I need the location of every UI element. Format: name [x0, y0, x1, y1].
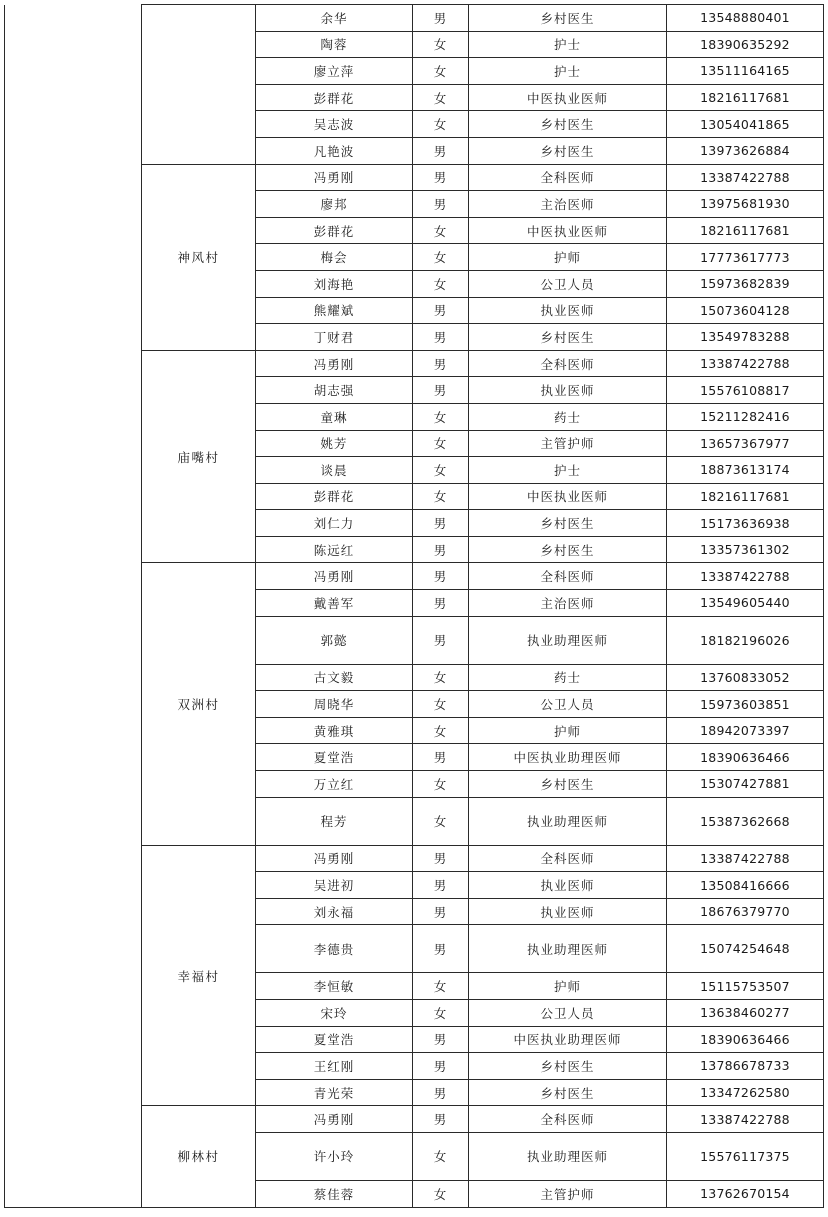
job-title-cell: 中医执业医师	[469, 217, 667, 244]
phone-cell: 15173636938	[667, 510, 824, 537]
phone-cell: 13387422788	[667, 164, 824, 191]
gender-cell: 男	[413, 925, 469, 973]
job-title-cell: 主治医师	[469, 590, 667, 617]
phone-cell: 13387422788	[667, 1106, 824, 1133]
job-title-cell: 执业助理医师	[469, 925, 667, 973]
gender-cell: 男	[413, 872, 469, 899]
phone-cell: 15211282416	[667, 403, 824, 430]
gender-cell: 女	[413, 717, 469, 744]
gender-cell: 女	[413, 457, 469, 484]
phone-cell: 13054041865	[667, 111, 824, 138]
gender-cell: 女	[413, 31, 469, 58]
gender-cell: 男	[413, 377, 469, 404]
job-title-cell: 全科医师	[469, 164, 667, 191]
staff-name-cell: 夏堂浩	[256, 744, 413, 771]
job-title-cell: 乡村医生	[469, 111, 667, 138]
staff-name-cell: 彭群花	[256, 483, 413, 510]
staff-name-cell: 余华	[256, 5, 413, 32]
gender-cell: 女	[413, 797, 469, 845]
phone-cell: 18676379770	[667, 898, 824, 925]
phone-cell: 13508416666	[667, 872, 824, 899]
job-title-cell: 公卫人员	[469, 691, 667, 718]
gender-cell: 女	[413, 483, 469, 510]
staff-name-cell: 凡艳波	[256, 137, 413, 164]
gender-cell: 男	[413, 590, 469, 617]
staff-name-cell: 姚芳	[256, 430, 413, 457]
staff-name-cell: 戴善军	[256, 590, 413, 617]
staff-name-cell: 吴进初	[256, 872, 413, 899]
staff-name-cell: 冯勇刚	[256, 350, 413, 377]
job-title-cell: 护师	[469, 717, 667, 744]
gender-cell: 男	[413, 1079, 469, 1106]
phone-cell: 13347262580	[667, 1079, 824, 1106]
village-name-cell: 柳林村	[142, 1106, 256, 1207]
gender-cell: 女	[413, 1000, 469, 1027]
staff-name-cell: 廖邦	[256, 191, 413, 218]
staff-name-cell: 廖立萍	[256, 58, 413, 85]
job-title-cell: 执业助理医师	[469, 616, 667, 664]
job-title-cell: 主管护师	[469, 430, 667, 457]
staff-name-cell: 彭群花	[256, 217, 413, 244]
job-title-cell: 护师	[469, 973, 667, 1000]
job-title-cell: 中医执业助理医师	[469, 744, 667, 771]
phone-cell: 13511164165	[667, 58, 824, 85]
staff-name-cell: 蔡佳蓉	[256, 1180, 413, 1207]
phone-cell: 15576117375	[667, 1132, 824, 1180]
staff-name-cell: 刘永福	[256, 898, 413, 925]
phone-cell: 15576108817	[667, 377, 824, 404]
job-title-cell: 全科医师	[469, 563, 667, 590]
phone-cell: 13387422788	[667, 845, 824, 872]
phone-cell: 13762670154	[667, 1180, 824, 1207]
job-title-cell: 公卫人员	[469, 270, 667, 297]
phone-cell: 13760833052	[667, 664, 824, 691]
phone-cell: 13638460277	[667, 1000, 824, 1027]
gender-cell: 女	[413, 217, 469, 244]
gender-cell: 男	[413, 1053, 469, 1080]
gender-cell: 女	[413, 1180, 469, 1207]
staff-name-cell: 郭懿	[256, 616, 413, 664]
phone-cell: 15307427881	[667, 771, 824, 798]
phone-cell: 13357361302	[667, 536, 824, 563]
table-row	[5, 5, 824, 32]
job-title-cell: 药士	[469, 664, 667, 691]
roster-body	[5, 5, 824, 1208]
outer-group-cell	[5, 5, 142, 1208]
gender-cell: 男	[413, 510, 469, 537]
phone-cell: 18942073397	[667, 717, 824, 744]
job-title-cell: 乡村医生	[469, 324, 667, 351]
staff-name-cell: 彭群花	[256, 84, 413, 111]
gender-cell: 女	[413, 244, 469, 271]
staff-name-cell: 陶蓉	[256, 31, 413, 58]
phone-cell: 17773617773	[667, 244, 824, 271]
job-title-cell: 主管护师	[469, 1180, 667, 1207]
gender-cell: 男	[413, 191, 469, 218]
staff-name-cell: 梅会	[256, 244, 413, 271]
phone-cell: 13549783288	[667, 324, 824, 351]
phone-cell: 18390636466	[667, 744, 824, 771]
staff-name-cell: 冯勇刚	[256, 1106, 413, 1133]
job-title-cell: 全科医师	[469, 845, 667, 872]
job-title-cell: 中医执业医师	[469, 483, 667, 510]
gender-cell: 男	[413, 324, 469, 351]
phone-cell: 15973682839	[667, 270, 824, 297]
staff-name-cell: 程芳	[256, 797, 413, 845]
phone-cell: 15074254648	[667, 925, 824, 973]
job-title-cell: 护士	[469, 457, 667, 484]
village-name-cell	[142, 5, 256, 165]
staff-name-cell: 童琳	[256, 403, 413, 430]
staff-name-cell: 万立红	[256, 771, 413, 798]
job-title-cell: 乡村医生	[469, 771, 667, 798]
phone-cell: 15073604128	[667, 297, 824, 324]
gender-cell: 男	[413, 845, 469, 872]
gender-cell: 女	[413, 111, 469, 138]
village-name-cell: 庙嘴村	[142, 350, 256, 563]
staff-name-cell: 冯勇刚	[256, 164, 413, 191]
job-title-cell: 中医执业助理医师	[469, 1026, 667, 1053]
job-title-cell: 乡村医生	[469, 5, 667, 32]
gender-cell: 女	[413, 270, 469, 297]
staff-name-cell: 王红刚	[256, 1053, 413, 1080]
phone-cell: 15115753507	[667, 973, 824, 1000]
phone-cell: 18390635292	[667, 31, 824, 58]
job-title-cell: 执业助理医师	[469, 1132, 667, 1180]
phone-cell: 13549605440	[667, 590, 824, 617]
staff-name-cell: 刘海艳	[256, 270, 413, 297]
phone-cell: 13975681930	[667, 191, 824, 218]
job-title-cell: 公卫人员	[469, 1000, 667, 1027]
staff-name-cell: 李恒敏	[256, 973, 413, 1000]
staff-name-cell: 夏堂浩	[256, 1026, 413, 1053]
gender-cell: 男	[413, 563, 469, 590]
gender-cell: 男	[413, 350, 469, 377]
staff-name-cell: 古文毅	[256, 664, 413, 691]
job-title-cell: 中医执业医师	[469, 84, 667, 111]
job-title-cell: 执业医师	[469, 872, 667, 899]
phone-cell: 15387362668	[667, 797, 824, 845]
phone-cell: 13387422788	[667, 350, 824, 377]
staff-name-cell: 刘仁力	[256, 510, 413, 537]
job-title-cell: 护师	[469, 244, 667, 271]
staff-name-cell: 吴志波	[256, 111, 413, 138]
job-title-cell: 主治医师	[469, 191, 667, 218]
staff-name-cell: 丁财君	[256, 324, 413, 351]
job-title-cell: 执业医师	[469, 377, 667, 404]
gender-cell: 男	[413, 137, 469, 164]
phone-cell: 18216117681	[667, 483, 824, 510]
job-title-cell: 乡村医生	[469, 1053, 667, 1080]
staff-name-cell: 熊耀斌	[256, 297, 413, 324]
gender-cell: 女	[413, 1132, 469, 1180]
gender-cell: 女	[413, 973, 469, 1000]
gender-cell: 男	[413, 1106, 469, 1133]
job-title-cell: 药士	[469, 403, 667, 430]
staff-name-cell: 宋玲	[256, 1000, 413, 1027]
job-title-cell: 全科医师	[469, 1106, 667, 1133]
job-title-cell: 护士	[469, 58, 667, 85]
gender-cell: 女	[413, 691, 469, 718]
gender-cell: 男	[413, 898, 469, 925]
job-title-cell: 护士	[469, 31, 667, 58]
phone-cell: 18873613174	[667, 457, 824, 484]
village-name-cell: 双洲村	[142, 563, 256, 845]
job-title-cell: 执业医师	[469, 297, 667, 324]
phone-cell: 18216117681	[667, 217, 824, 244]
gender-cell: 女	[413, 403, 469, 430]
village-name-cell: 幸福村	[142, 845, 256, 1106]
gender-cell: 男	[413, 744, 469, 771]
job-title-cell: 乡村医生	[469, 137, 667, 164]
staff-roster-table	[4, 4, 824, 1208]
job-title-cell: 执业助理医师	[469, 797, 667, 845]
gender-cell: 女	[413, 664, 469, 691]
job-title-cell: 全科医师	[469, 350, 667, 377]
job-title-cell: 乡村医生	[469, 1079, 667, 1106]
staff-name-cell: 黄雅琪	[256, 717, 413, 744]
job-title-cell: 乡村医生	[469, 510, 667, 537]
staff-name-cell: 胡志强	[256, 377, 413, 404]
village-name-cell: 神风村	[142, 164, 256, 350]
staff-name-cell: 冯勇刚	[256, 845, 413, 872]
gender-cell: 男	[413, 297, 469, 324]
staff-name-cell: 周晓华	[256, 691, 413, 718]
gender-cell: 男	[413, 5, 469, 32]
gender-cell: 女	[413, 771, 469, 798]
phone-cell: 13657367977	[667, 430, 824, 457]
gender-cell: 男	[413, 164, 469, 191]
phone-cell: 13548880401	[667, 5, 824, 32]
staff-name-cell: 许小玲	[256, 1132, 413, 1180]
staff-name-cell: 谈晨	[256, 457, 413, 484]
gender-cell: 男	[413, 536, 469, 563]
phone-cell: 18216117681	[667, 84, 824, 111]
staff-name-cell: 陈远红	[256, 536, 413, 563]
job-title-cell: 执业医师	[469, 898, 667, 925]
phone-cell: 15973603851	[667, 691, 824, 718]
phone-cell: 18390636466	[667, 1026, 824, 1053]
phone-cell: 13387422788	[667, 563, 824, 590]
gender-cell: 女	[413, 430, 469, 457]
job-title-cell: 乡村医生	[469, 536, 667, 563]
staff-name-cell: 青光荣	[256, 1079, 413, 1106]
gender-cell: 男	[413, 1026, 469, 1053]
gender-cell: 女	[413, 58, 469, 85]
phone-cell: 18182196026	[667, 616, 824, 664]
gender-cell: 女	[413, 84, 469, 111]
gender-cell: 男	[413, 616, 469, 664]
staff-name-cell: 冯勇刚	[256, 563, 413, 590]
phone-cell: 13786678733	[667, 1053, 824, 1080]
staff-name-cell: 李德贵	[256, 925, 413, 973]
phone-cell: 13973626884	[667, 137, 824, 164]
